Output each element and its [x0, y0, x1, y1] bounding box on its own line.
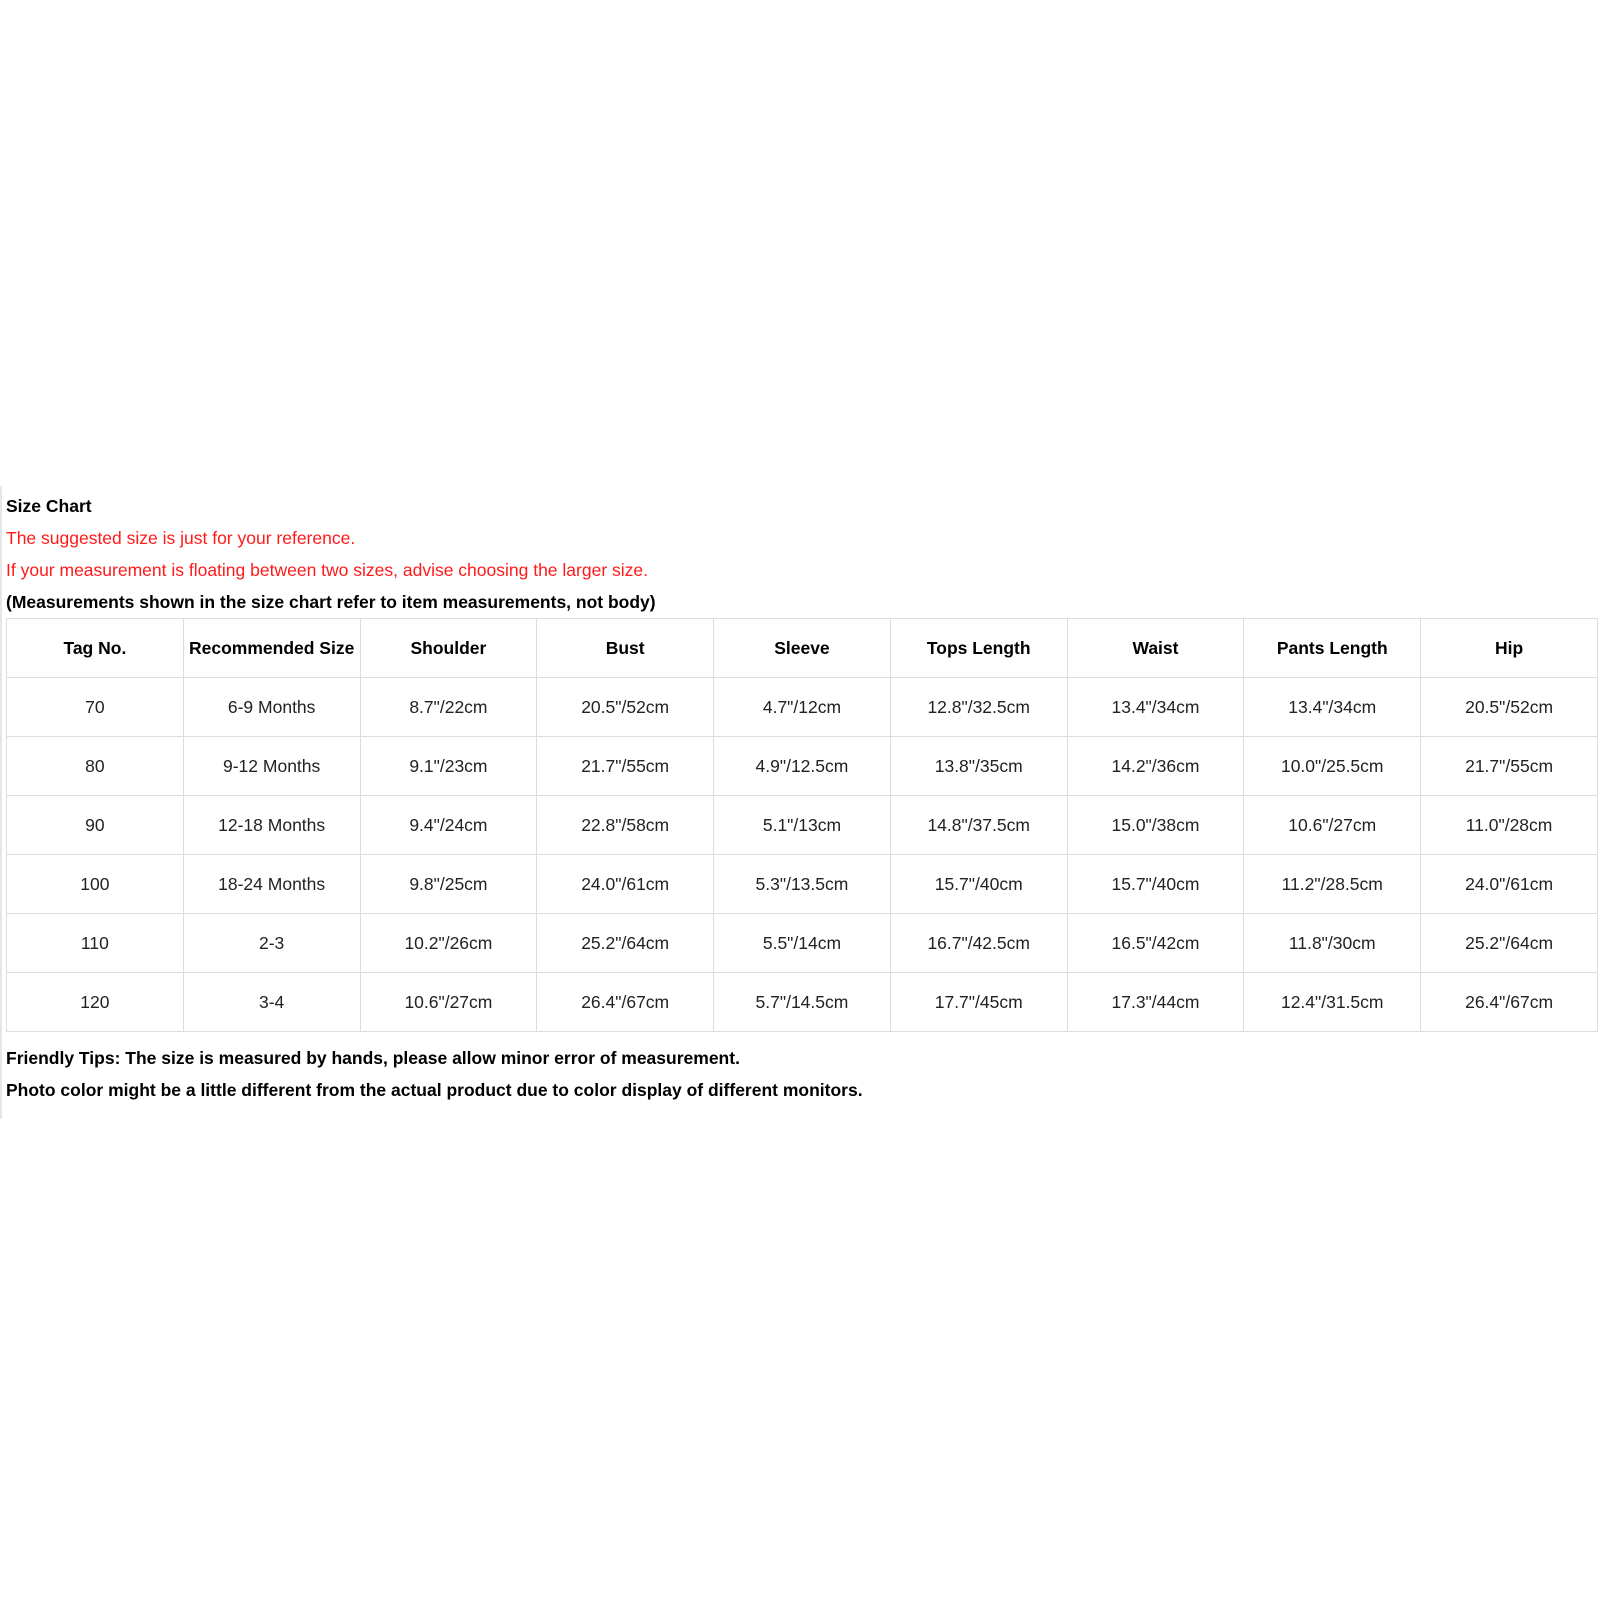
table-cell: 15.7"/40cm [890, 855, 1067, 914]
table-cell: 10.0"/25.5cm [1244, 737, 1421, 796]
header-pants-length: Pants Length [1244, 619, 1421, 678]
table-cell: 12-18 Months [183, 796, 360, 855]
table-cell: 14.8"/37.5cm [890, 796, 1067, 855]
table-cell: 4.7"/12cm [714, 678, 891, 737]
header-shoulder: Shoulder [360, 619, 537, 678]
header-recommended-size: Recommended Size [183, 619, 360, 678]
table-cell: 20.5"/52cm [537, 678, 714, 737]
table-cell: 120 [7, 973, 184, 1032]
table-cell: 4.9"/12.5cm [714, 737, 891, 796]
table-cell: 9.1"/23cm [360, 737, 537, 796]
table-cell: 11.0"/28cm [1421, 796, 1598, 855]
table-cell: 16.5"/42cm [1067, 914, 1244, 973]
table-cell: 26.4"/67cm [1421, 973, 1598, 1032]
table-cell: 17.7"/45cm [890, 973, 1067, 1032]
table-cell: 25.2"/64cm [1421, 914, 1598, 973]
table-cell: 10.6"/27cm [360, 973, 537, 1032]
table-cell: 11.8"/30cm [1244, 914, 1421, 973]
table-cell: 5.3"/13.5cm [714, 855, 891, 914]
header-hip: Hip [1421, 619, 1598, 678]
table-row [7, 914, 1598, 973]
table-row [7, 796, 1598, 855]
table-cell: 10.6"/27cm [1244, 796, 1421, 855]
table-cell: 12.4"/31.5cm [1244, 973, 1421, 1032]
size-chart-heading: Size Chart [6, 496, 92, 516]
table-cell: 25.2"/64cm [537, 914, 714, 973]
table-cell: 2-3 [183, 914, 360, 973]
friendly-tips: Friendly Tips: The size is measured by hands, please allow minor error of measurement. [6, 1048, 740, 1068]
table-cell: 80 [7, 737, 184, 796]
photo-color-note: Photo color might be a little different from the actual product due to color display of different monitors. [6, 1080, 863, 1100]
header-sleeve: Sleeve [714, 619, 891, 678]
table-cell: 11.2"/28.5cm [1244, 855, 1421, 914]
table-cell: 17.3"/44cm [1067, 973, 1244, 1032]
table-cell: 21.7"/55cm [1421, 737, 1598, 796]
table-cell: 9.8"/25cm [360, 855, 537, 914]
header-tops-length: Tops Length [890, 619, 1067, 678]
table-cell: 70 [7, 678, 184, 737]
table-row [7, 737, 1598, 796]
table-cell: 13.8"/35cm [890, 737, 1067, 796]
table-cell: 15.0"/38cm [1067, 796, 1244, 855]
table-cell: 24.0"/61cm [1421, 855, 1598, 914]
table-cell: 26.4"/67cm [537, 973, 714, 1032]
table-cell: 8.7"/22cm [360, 678, 537, 737]
table-cell: 20.5"/52cm [1421, 678, 1598, 737]
table-cell: 24.0"/61cm [537, 855, 714, 914]
size-table [6, 618, 1598, 1032]
table-cell: 5.7"/14.5cm [714, 973, 891, 1032]
table-row [7, 855, 1598, 914]
table-cell: 14.2"/36cm [1067, 737, 1244, 796]
table-cell: 110 [7, 914, 184, 973]
size-chart-section [6, 490, 1600, 1106]
left-divider [0, 486, 2, 1119]
header-tag-no: Tag No. [7, 619, 184, 678]
table-cell: 9-12 Months [183, 737, 360, 796]
table-cell: 21.7"/55cm [537, 737, 714, 796]
table-cell: 90 [7, 796, 184, 855]
table-cell: 9.4"/24cm [360, 796, 537, 855]
table-cell: 6-9 Months [183, 678, 360, 737]
header-bust: Bust [537, 619, 714, 678]
table-cell: 16.7"/42.5cm [890, 914, 1067, 973]
table-cell: 15.7"/40cm [1067, 855, 1244, 914]
measurement-note: (Measurements shown in the size chart refer to item measurements, not body) [6, 592, 656, 612]
table-cell: 13.4"/34cm [1244, 678, 1421, 737]
table-cell: 12.8"/32.5cm [890, 678, 1067, 737]
table-cell: 5.1"/13cm [714, 796, 891, 855]
table-cell: 18-24 Months [183, 855, 360, 914]
table-cell: 13.4"/34cm [1067, 678, 1244, 737]
table-cell: 22.8"/58cm [537, 796, 714, 855]
header-waist: Waist [1067, 619, 1244, 678]
table-cell: 100 [7, 855, 184, 914]
table-cell: 10.2"/26cm [360, 914, 537, 973]
table-row [7, 973, 1598, 1032]
reference-note: The suggested size is just for your reference. [6, 528, 356, 548]
table-header-row [7, 619, 1598, 678]
table-cell: 5.5"/14cm [714, 914, 891, 973]
larger-size-advice: If your measurement is floating between two sizes, advise choosing the larger size. [6, 560, 648, 580]
table-cell: 3-4 [183, 973, 360, 1032]
table-row [7, 678, 1598, 737]
